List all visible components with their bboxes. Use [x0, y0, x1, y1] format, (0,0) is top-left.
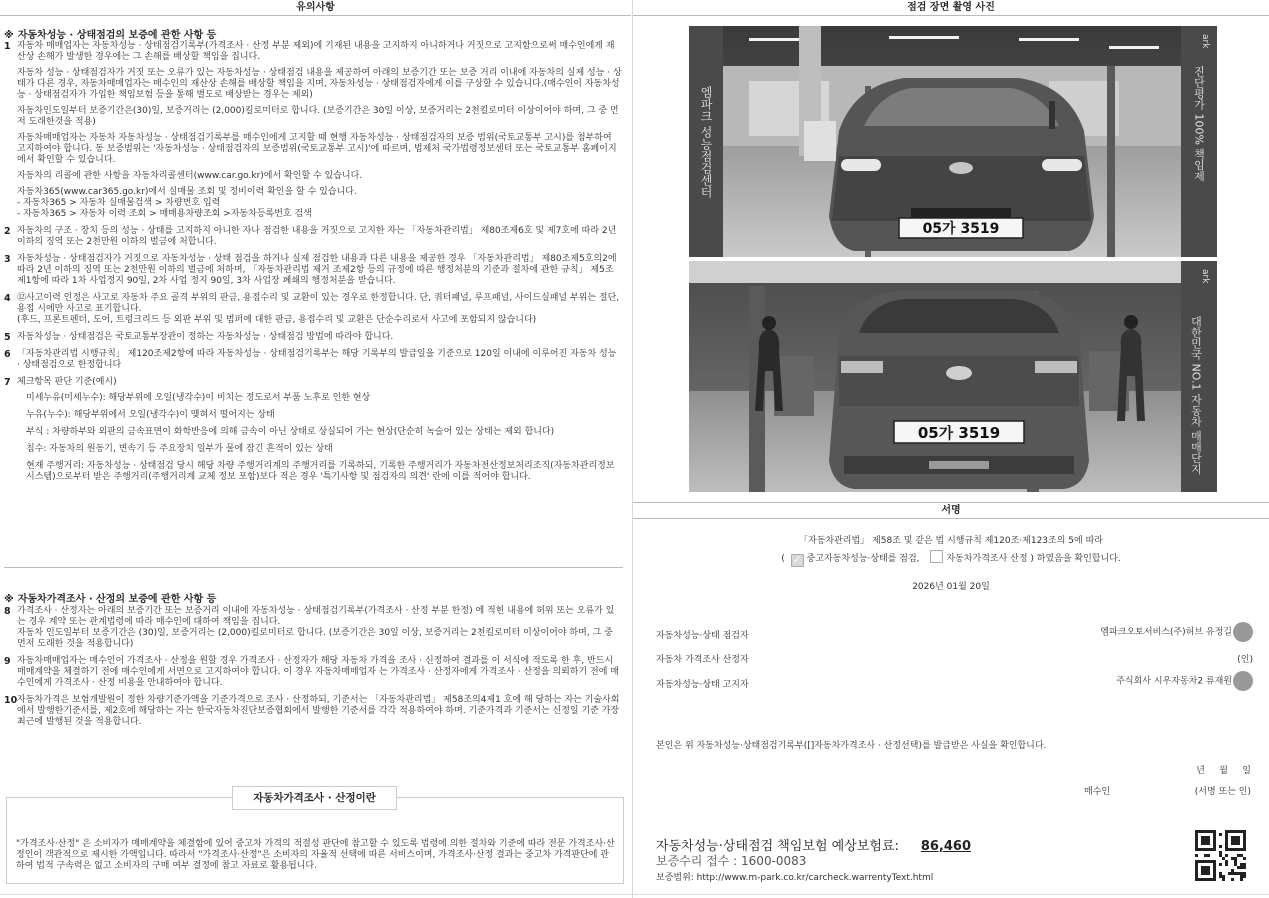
- buyer-date-fields: 년 월 일: [1196, 766, 1251, 776]
- item-paragraph: 자동차매매업자는 매수인이 가격조사 · 산정을 원할 경우 가격조사 · 산정자가 해당 자동차 가격을 조사 · 신정하여 결과를 이 서식에 적도록 한 후, 반드시 매매계약을 체결하기 전에 매수인에게 서면으로 고지하여야 합니다. 이 경우 자동차매매업자 는 가격조사 · 산정자에게 가격조사 · 산정을 의뢰하기 전에 매수인에게 가격조사 · 산정 비용을 안내하여야 합니다.: [17, 656, 619, 688]
- notice-item: [4, 41, 622, 220]
- notifier-value: [1116, 671, 1253, 691]
- item-paragraph: 자동차성능 · 상태점검은 국토교통부장관이 정하는 자동차성능 · 상태점검 방법에 따라야 합니다.: [17, 332, 394, 342]
- buyer-signature: (서명 또는 인): [1194, 787, 1251, 797]
- pillar-sign-right: 진단평가 100% 책임제: [1192, 66, 1206, 182]
- inspection-photo-rear: [689, 261, 1217, 492]
- item-number: 1: [4, 41, 11, 52]
- buyer-label: 매수인: [1084, 787, 1111, 797]
- notice-item: [4, 695, 622, 728]
- pillar-sign-left: 엠파크 성능점검센터: [699, 86, 713, 198]
- section1-title-text: 자동차성능 · 상태점검의 보증에 관한 사항 등: [17, 30, 217, 41]
- photo-header: 점검 장면 촬영 사진: [633, 0, 1269, 16]
- section1-items: [4, 35, 622, 483]
- photo-signature-column: [633, 0, 1269, 898]
- item-body: [17, 293, 622, 326]
- receipt-confirmation: 본인은 위 자동차성능·상태점검기록부([]자동차가격조사 · 산정선택)를 발급받은 사실을 확인합니다.: [656, 741, 1047, 751]
- section2-title-text: 자동차가격조사 · 산정의 보증에 관한 사항 등: [17, 594, 217, 605]
- reference-mark-icon: ※: [4, 594, 14, 605]
- price-assessor-label: 자동차 가격조사 산정자: [656, 655, 749, 665]
- notifier-seal-icon: [1233, 671, 1253, 691]
- check-criterion: 부식 : 차량하부와 외판의 금속표면이 화학반응에 의해 금속이 아닌 상태로 상실되어 가는 현상(단순히 녹슬어 있는 상태는 제외 합니다): [26, 427, 555, 437]
- item-number: 8: [4, 606, 11, 617]
- front-license-plate: 05가 3519: [922, 221, 1000, 237]
- item-body: [17, 226, 622, 248]
- item-paragraph: 자동차365(www.car365.go.kr)에서 실매물 조회 및 정비이력 확인을 할 수 있습니다. - 자동차365 > 자동차 실매물검색 > 차량번호 입력 - 자동차365 > 자동차 이력 조회 > 매매용차량조회 >자동차등록번호 검색: [17, 187, 357, 219]
- section2-items: [4, 600, 622, 728]
- item-number: 2: [4, 226, 11, 237]
- item-number: 5: [4, 332, 11, 343]
- check-criterion: 누유(누수): 해당부위에서 오일(냉각수)이 맺혀서 떨어지는 상태: [26, 410, 275, 420]
- notice-item: [4, 349, 622, 371]
- inspector-name: 엠파크오토서비스(주)허브 유정길: [1100, 627, 1232, 638]
- price-info-text: "가격조사·산정" 은 소비자가 매매계약을 체결함에 있어 중고차 가격의 적절성 판단에 참고할 수 있도록 법령에 의한 절차와 기준에 따라 전문 가격조사·산정인이 객관적으로 제시한 가액입니다. 따라서 "가격조사·산정"은 소비자의 자율적 선택에 따른 서비스이며, 가격조사·산정 결과는 중고차 가격판단에 관하여 법적 구속력은 없고 소비자의 구매 여부 결정에 참고 자료로 활용됩니다.: [16, 839, 615, 871]
- item-paragraph: 자동차성능 · 상태점검자가 거짓으로 자동차성능 · 상태 점검을 하거나 실제 점검한 내용과 다른 내용을 제공한 경우 「자동차관리법」 제80조제5호의2에 따라 2년 이하의 징역 또는 2천만원 이하의 벌금에 처하며, 「자동차관리법 제거 조제2항 등의 규정에 따른 행정처분의 기준과 절차에 관한 규칙」 제5조제1항에 따라 1차 사업정지 90일, 2차 사업 정지 90일, 3차 사업장 폐쇄의 행정처분을 받습니다.: [17, 254, 617, 286]
- law-basis-line: 「자동차관리법」 제58조 및 같은 법 시행규칙 제120조·제123조의 5에 따라: [799, 536, 1103, 546]
- warranty-phone: 보증수리 접수 : 1600-0083: [656, 854, 807, 868]
- notice-item: [4, 293, 622, 326]
- pillar-sign-slogan: 대한민국 NO.1 자동차 매매단지: [1189, 316, 1203, 475]
- rear-photo-illustration: [689, 261, 1217, 492]
- front-photo-illustration: [689, 26, 1217, 257]
- item-body: [17, 332, 622, 343]
- item-paragraph: 자동차의 구조 · 장치 등의 성능 · 상태를 고지하지 아니한 자나 점검한 내용을 거짓으로 고지한 자는 「자동차관리법」 제80조제6호 및 제7호에 따라 2년 이하의 징역 또는 2천만원 이하의 벌금에 처합니다.: [17, 226, 617, 247]
- paren-open: (: [781, 554, 785, 564]
- qr-code-icon[interactable]: [1195, 830, 1246, 881]
- item-paragraph: 자동차가격은 보험개발원이 정한 차량기준가액을 기준가격으로 조사 · 산정하되, 기준서는 「자동차관리법」 제58조의4제1 호에 해 당하는 자는 기술사회에서 발행한기준서를, 제2호에 해당하는 자는 한국자동차진단보증협회에서 발행한 기준서를 각각 적용하여야 하며. 기준가격과 기준서는 신정일 기준 가장 최근에 발행된 것을 적용합니다.: [17, 695, 620, 727]
- price-assessor-value: (인): [1237, 655, 1253, 665]
- item-body: [17, 695, 622, 728]
- item-body: [17, 606, 622, 650]
- inspection-photo-front: [689, 26, 1217, 257]
- item-paragraph: ⑫사고이력 인정은 사고로 자동차 주요 골격 부위의 판금, 용접수리 및 교환이 있는 경우로 한정합니다. 단, 쿼터패널, 루프패널, 사이드실패널 부위는 절단, 용접 시에만 사고로 표기합니다. (후드, 프론트펜더, 도어, 트렁크리드 등 외판 부위 및 범퍼에 대한 판금, 용접수리 및 교환은 단순수리로서 사고에 포함되지 않습니다): [17, 293, 620, 325]
- price-info-title: 자동차가격조사 · 산정이란: [232, 786, 397, 810]
- item-body: [17, 254, 622, 287]
- notifier-name: 주식회사 시우자동차2 류재원: [1116, 676, 1232, 687]
- notice-item: [4, 377, 622, 483]
- item-number: 10: [4, 695, 18, 706]
- insurance-value: 86,460: [920, 839, 971, 854]
- item-number: 4: [4, 293, 11, 304]
- item-paragraph: 체크항목 판단 기준(예시): [17, 377, 117, 387]
- item-body: [17, 41, 622, 220]
- check-suffix: ) 하였음을 확인합니다.: [1030, 554, 1121, 564]
- item-paragraph: 자동차인도일부터 보증기간은(30)일, 보증거리는 (2,000)킬로미터로 합니다. (보증기간은 30일 이상, 보증거리는 2천킬로미터 이상이어야 하며, 그 중 먼저 도래한것을 적용): [17, 106, 619, 127]
- issue-date: 2026년 01월 20일: [912, 582, 990, 592]
- price-check-checkbox[interactable]: [930, 550, 943, 563]
- pillar-sign-corner: ark: [1200, 34, 1210, 49]
- check-criterion: 현재 주행거리: 자동차성능 · 상태점검 당시 해당 차량 주행거리계의 주행거리를 기록하되, 기록한 주행거리가 자동차전산정보처리조직(자동차관리정보시스템)으로부터 받은 주행거리(주행거리계 교체 정보 포함)보다 적은 경우 '특기사항 및 점검자의 의견' 란에 이를 적어야 합니다.: [26, 461, 615, 482]
- inspector-label: 자동차성능·상태 점검자: [656, 631, 749, 641]
- performance-check-checkbox[interactable]: [791, 554, 804, 567]
- item-body: [17, 349, 622, 371]
- price-info-box: [6, 792, 624, 884]
- price-check-label: 자동차가격조사 산정: [946, 554, 1028, 564]
- check-criterion: 미세누유(미세누수): 해당부위에 오일(냉각수)이 비치는 정도로서 부품 노후로 인한 현상: [26, 393, 371, 403]
- notice-header: 유의사항: [0, 0, 631, 16]
- notice-item: [4, 332, 622, 343]
- inspector-seal-icon: [1233, 622, 1253, 642]
- item-number: 6: [4, 349, 11, 360]
- check-criterion: 침수: 자동차의 원동기, 변속기 등 주요장치 일부가 물에 잠긴 흔적이 있는 상태: [26, 444, 333, 454]
- item-paragraph: 자동차 매매업자는 자동차성능 · 상태점검기록부(가격조사 · 산정 부분 제외)에 기재된 내용을 고지하지 아니하거나 거짓으로 고지함으로써 매수인에게 재산상 손해가 발생한 경우에는 그 손해를 배상할 책임을 집니다.: [17, 41, 615, 62]
- item-paragraph: 자동차의 리콜에 관한 사항을 자동차리콜센터(www.car.go.kr)에서 확인할 수 있습니다.: [17, 171, 363, 181]
- notice-item: [4, 606, 622, 650]
- warranty-url[interactable]: 보증범위: http://www.m-park.co.kr/carcheck.warrentyText.html: [656, 873, 934, 883]
- item-number: 9: [4, 656, 11, 667]
- performance-check-label: 중고자동차성능·상태를 점검,: [806, 554, 920, 564]
- item-paragraph: 「자동차관리법 시행규칙」 제120조제2항에 따라 자동차성능 · 상태점검기록부는 해당 기록부의 발급일을 기준으로 120일 이내에 이루어진 자동차 성능 · 상태점검으로 한정합니다: [17, 349, 617, 370]
- notice-column: [0, 0, 631, 898]
- item-paragraph: 가격조사 · 산정자는 아래의 보증기간 또는 보증거리 이내에 자동차성능 · 상태점검기록부(가격조사 · 산정 부분 한정) 에 적힌 내용에 허위 또는 오류가 있는 경우 계약 또는 관계법령에 따라 매수인에 대하여 책임을 집니다. 자동차 인도일부터 보증기간은 (30)일, 보증거리는 (2,000)킬로미터로 합니다. (보증기간은 30일 이상, 보증거리는 2천킬로미터 이상이어야 하며, 그 중 먼저 도래한 것을 적용합니다): [17, 606, 615, 649]
- item-paragraph: 자동차 성능 · 상태점검자가 거짓 또는 오류가 있는 자동차성능 · 상태점검 내용을 제공하여 아래의 보증기간 또는 보증 거리 이내에 자동차의 실제 성능 · 상태가 다른 경우, 자동차매매업자는 매수인의 재산상 손해를 배상할 책임을 지며, 자동차성능 · 상태점검자에게 이를 구상할 수 있습니다.(매수인이 자동차성능 · 상태점검자가 가입한 책임보험 등을 통해 별도로 배상받는 경우는 제외): [17, 68, 622, 100]
- notice-item: [4, 254, 622, 287]
- insurance-label: 자동차성능·상태점검 책임보험 예상보험료:: [656, 839, 899, 854]
- notice-item: [4, 656, 622, 689]
- item-number: 3: [4, 254, 11, 265]
- notifier-label: 자동차성능·상태 고지자: [656, 680, 749, 690]
- check-confirm-line: [633, 550, 1269, 567]
- item-body: [17, 377, 622, 483]
- signature-header: 서명: [633, 502, 1269, 519]
- section-divider: [4, 567, 623, 568]
- reference-mark-icon: ※: [4, 30, 14, 41]
- item-number: 7: [4, 377, 11, 388]
- item-paragraph: 자동차매매업자는 자동차 자동차성능 · 상태점검기록부를 매수인에게 고지할 때 현행 자동차성능 · 상태점검자의 보증 범위(국토교통부 고시)를 첨부하여 고지하여야 합니다. 동 보증범위는 '자동차성능 · 상태점검자의 보증범위(국토교통부 고시)'에 따르며, 법제처 국가법령정보센터 또는 국토교통부 홈페이지에서 확인할 수 있습니다.: [17, 133, 617, 165]
- notice-item: [4, 226, 622, 248]
- item-body: [17, 656, 622, 689]
- pillar-sign-corner-2: ark: [1200, 269, 1210, 284]
- rear-license-plate: 05가 3519: [917, 424, 1001, 442]
- page-bottom-border: [0, 894, 1269, 895]
- inspector-value: [1100, 622, 1253, 642]
